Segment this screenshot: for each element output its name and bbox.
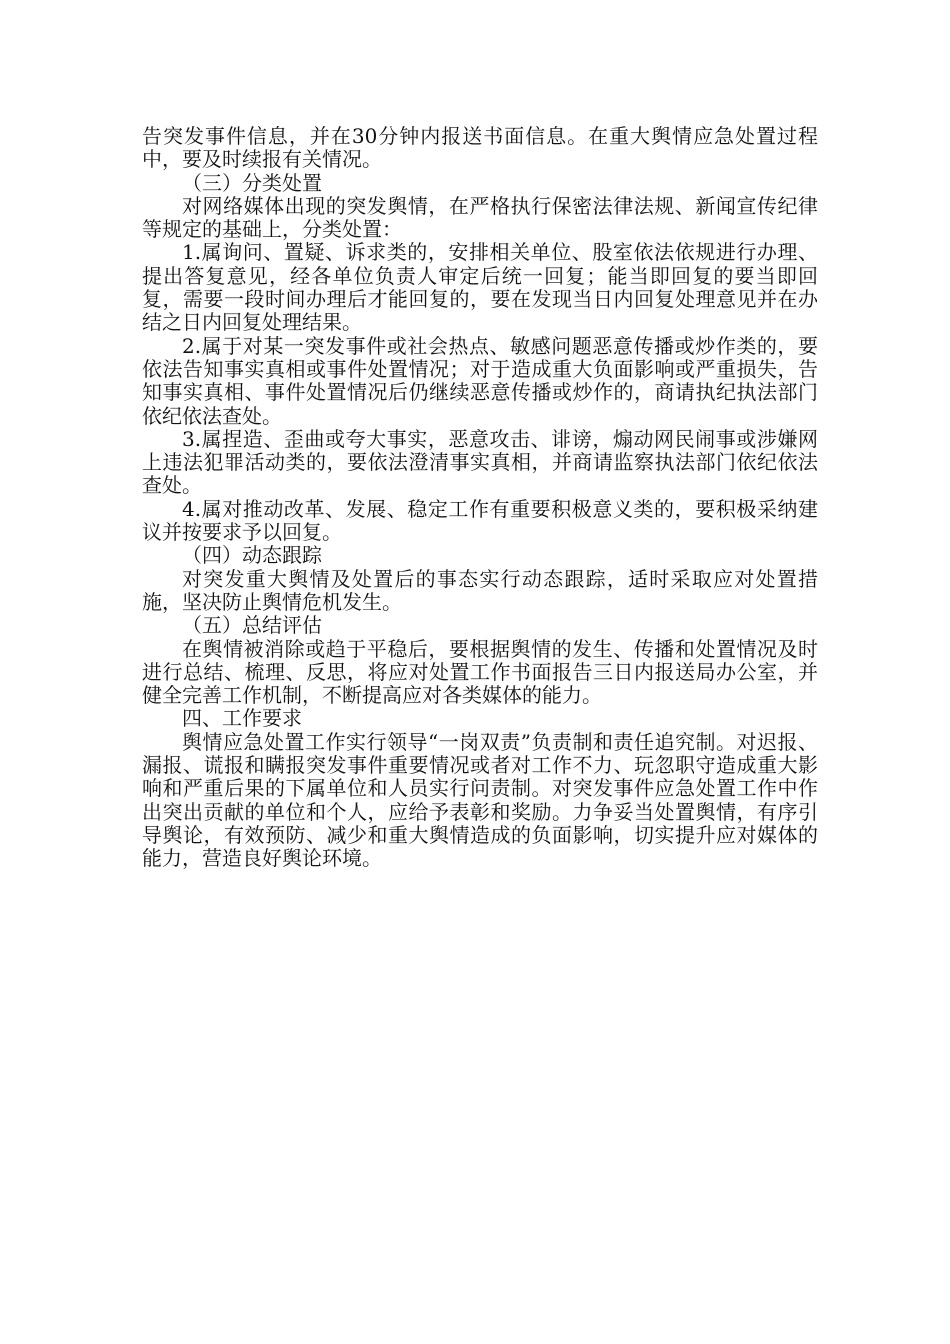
paragraph-summary-evaluation: 在舆情被消除或趋于平稳后，要根据舆情的发生、传播和处置情况及时进行总结、梳理、反思，将应对处置工作书面报告三日内报送局办公室，并健全完善工作机制，不断提高应对各类媒体的能力。	[142, 636, 818, 708]
list-item-3: 3.属捏造、歪曲或夸大事实，恶意攻击、诽谤，煽动网民闹事或涉嫌网上违法犯罪活动类的，要依法澄清事实真相，并商请监察执法部门依纪依法查处。	[142, 426, 818, 498]
section-heading-dynamic-tracking: （四）动态跟踪	[182, 543, 322, 568]
paragraph-work-requirements: 舆情应急处置工作实行领导“一岗双责”负责制和责任追究制。对迟报、漏报、谎报和瞒报突发事件重要情况或者对工作不力、玩忽职守造成重大影响和严重后果的下属单位和人员实行问责制。对突发事件应急处置工作中作出突出贡献的单位和个人，应给予表彰和奖励。力争妥当处置舆情，有序引导舆论，有效预防、减少和重大舆情造成的负面影响，切实提升应对媒体的能力，营造良好舆论环境。	[142, 729, 818, 871]
section-heading-classified-handling: （三）分类处置	[182, 170, 322, 195]
list-item-1: 1.属询问、置疑、诉求类的，安排相关单位、股室依法依规进行办理、提出答复意见，经各单位负责人审定后统一回复；能当即回复的要当即回复，需要一段时间办理后才能回复的，要在发现当日内回复处理意见并在办结之日内回复处理结果。	[142, 240, 818, 335]
section-heading-summary-evaluation: （五）总结评估	[182, 613, 322, 638]
list-item-2: 2.属于对某一突发事件或社会热点、敏感问题恶意传播或炒作类的，要依法告知事实真相或事件处置情况；对于造成重大负面影响或严重损失，告知事实真相、事件处置情况后仍继续恶意传播或炒作的，商请执纪执法部门依纪依法查处。	[142, 333, 818, 428]
document-body	[142, 125, 818, 871]
paragraph-continuation: 告突发事件信息，并在30分钟内报送书面信息。在重大舆情应急处置过程中，要及时续报有关情况。	[142, 124, 818, 172]
paragraph-dynamic-tracking: 对突发重大舆情及处置后的事态实行动态跟踪，适时采取应对处置措施，坚决防止舆情危机发生。	[142, 566, 818, 614]
list-item-4: 4.属对推动改革、发展、稳定工作有重要积极意义类的，要积极采纳建议并按要求予以回复。	[142, 496, 818, 545]
paragraph-intro-classified: 对网络媒体出现的突发舆情，在严格执行保密法律法规、新闻宣传纪律等规定的基础上，分类处置：	[142, 193, 818, 242]
section-heading-work-requirements: 四、工作要求	[182, 706, 302, 731]
